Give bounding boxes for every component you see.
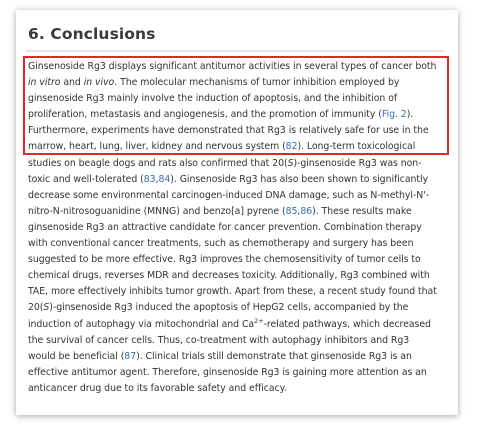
text-line: suggested to be more effective. Rg3 improves the chemosensitivity of tumor cells to <box>28 254 421 266</box>
text-line: toxic and well-tolerated (83,84). Ginsenoside Rg3 has also been shown to significantly <box>28 173 429 185</box>
text-line: in vitro and in vivo. The molecular mechanisms of tumor inhibition employed by <box>28 77 400 89</box>
reference-link-84[interactable]: 84 <box>158 173 171 185</box>
text-line: decrease some environmental carcinogen-induced DNA damage, such as N-methyl-N'- <box>28 189 430 201</box>
text-line: effective antitumor agent. Therefore, ginsenoside Rg3 is gaining more attention as an <box>28 366 427 378</box>
article-panel <box>16 10 458 415</box>
reference-link-83[interactable]: 83 <box>143 173 156 185</box>
text-line: marrow, heart, lung, liver, kidney and nervous system (82). Long-term toxicological <box>28 141 416 153</box>
text-line: 20(S)-ginsenoside Rg3 induced the apoptosis of HepG2 cells, accompanied by the <box>28 302 409 314</box>
reference-link-86[interactable]: 86 <box>300 205 313 217</box>
text-line: with conventional cancer treatments, such as chemotherapy and surgery has been <box>28 238 414 250</box>
text-line: the survival of cancer cells. Thus, co-treatment with autophagy inhibitors and Rg3 <box>28 334 410 346</box>
section-divider <box>26 50 444 52</box>
text-line: nitro-N-nitrosoguanidine (MNNG) and benzo[a] pyrene (85,86). These results make <box>28 205 412 217</box>
text-line: would be beneficial (87). Clinical trials still demonstrate that ginsenoside Rg3 is an <box>28 350 412 362</box>
text-line: anticancer drug due to its favorable safety and efficacy. <box>28 382 287 394</box>
reference-link-87[interactable]: 87 <box>124 350 137 362</box>
text-line: ginsenoside Rg3 mainly involve the induction of apoptosis, and the inhibition of <box>28 93 398 105</box>
text-line: induction of autophagy via mitochondrial and $Ca^{2+}$-related pathways, which decreased <box>28 316 431 330</box>
text-line: TAE, more effectively inhibits tumor growth. Apart from these, a recent study found that <box>28 286 437 298</box>
conclusion-paragraph <box>28 59 448 397</box>
reference-link-82[interactable]: 82 <box>285 141 298 153</box>
text-line: chemical drugs, reverses MDR and decreases toxicity. Additionally, Rg3 combined with <box>28 270 430 282</box>
section-title: 6. Conclusions <box>28 25 156 43</box>
text-line: studies on beagle dogs and rats also confirmed that 20(S)-ginsenoside Rg3 was non- <box>28 157 422 169</box>
reference-link-85[interactable]: 85 <box>285 205 298 217</box>
text-line: Furthermore, experiments have demonstrated that Rg3 is relatively safe for use in the <box>28 125 429 137</box>
text-line: ginsenoside Rg3 an attractive candidate for cancer prevention. Combination therapy <box>28 221 422 233</box>
text-line: Ginsenoside Rg3 displays significant antitumor activities in several types of cancer both <box>28 61 437 72</box>
figure-link-fig2[interactable]: Fig. 2 <box>381 109 407 121</box>
text-line: proliferation, metastasis and angiogenesis, and the promotion of immunity (Fig. 2). <box>28 109 414 121</box>
